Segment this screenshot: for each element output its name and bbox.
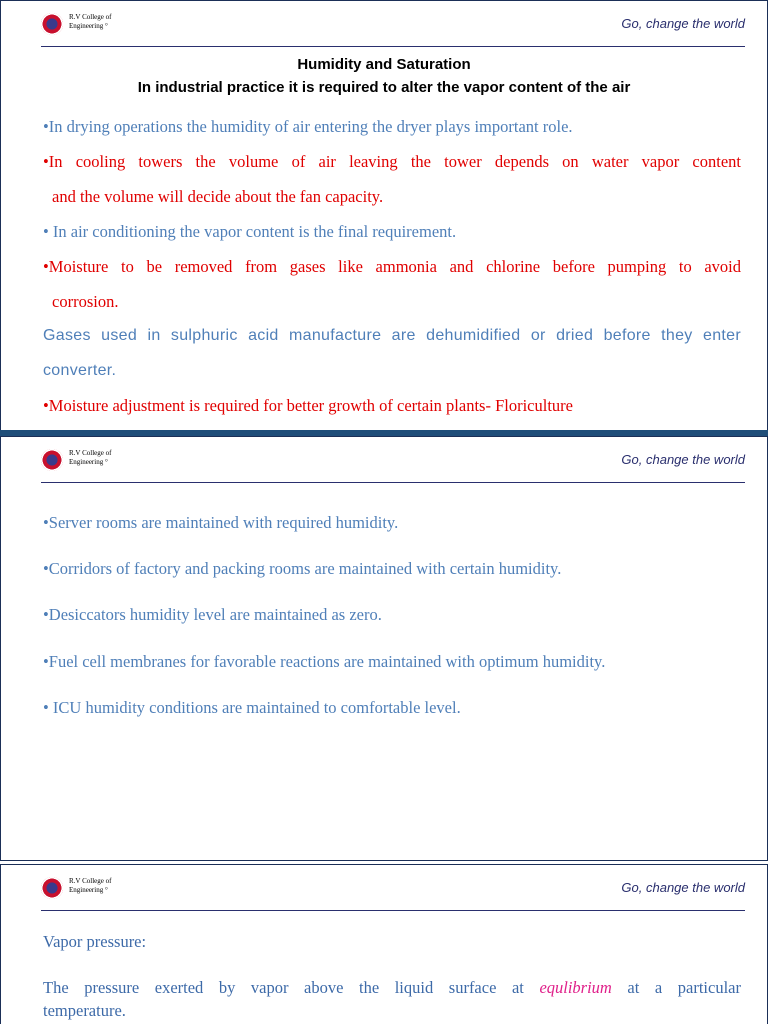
college-name: R.V College of Engineering ° bbox=[69, 13, 112, 30]
tagline: Go, change the world bbox=[621, 452, 745, 467]
bullet-floriculture: •Moisture adjustment is required for better growth of certain plants- Floriculture bbox=[43, 396, 573, 415]
definition-text: The pressure exerted by vapor above the liquid surface at bbox=[43, 978, 540, 997]
college-logo-icon bbox=[41, 449, 63, 471]
vapor-pressure-heading: Vapor pressure: bbox=[43, 932, 147, 951]
bullet-moisture-removal-line2: corrosion. bbox=[52, 292, 119, 311]
slide-header bbox=[1, 1, 767, 47]
college-name: R.V College of Engineering ° bbox=[69, 449, 112, 466]
list-item: •Desiccators humidity level are maintained as zero. bbox=[43, 605, 382, 624]
header-rule bbox=[41, 910, 745, 911]
definition-highlight: equlibrium bbox=[539, 978, 612, 997]
list-item: •Fuel cell membranes for favorable reactions are maintained with optimum humidity. bbox=[43, 652, 606, 671]
slide-header bbox=[1, 865, 767, 911]
list-item: •Server rooms are maintained with required humidity. bbox=[43, 513, 399, 532]
slide-header bbox=[1, 437, 767, 483]
bullet-cooling-towers-line1: •In cooling towers the volume of air leaving the tower depends on water vapor content bbox=[43, 152, 741, 171]
college-name: R.V College of Engineering ° bbox=[69, 877, 112, 894]
list-item: •Corridors of factory and packing rooms are maintained with certain humidity. bbox=[43, 559, 562, 578]
tagline: Go, change the world bbox=[621, 880, 745, 895]
vapor-pressure-definition-line1 bbox=[43, 977, 741, 999]
college-logo-icon bbox=[41, 13, 63, 35]
college-logo-icon bbox=[41, 877, 63, 899]
bullet-cooling-towers-line2: and the volume will decide about the fan capacity. bbox=[52, 187, 384, 206]
header-rule bbox=[41, 482, 745, 483]
slide-1 bbox=[0, 0, 768, 430]
slide-3 bbox=[0, 864, 768, 1024]
tagline: Go, change the world bbox=[621, 16, 745, 31]
slide-2 bbox=[0, 436, 768, 860]
bullet-moisture-removal-line1: •Moisture to be removed from gases like ammonia and chlorine before pumping to avoid bbox=[43, 257, 741, 276]
bullet-air-conditioning: • In air conditioning the vapor content is the final requirement. bbox=[43, 222, 457, 241]
para-sulphuric-acid-line2: converter. bbox=[43, 362, 117, 379]
slide-title: Humidity and Saturation bbox=[297, 56, 471, 73]
definition-text-end: at a particular bbox=[611, 978, 741, 997]
slide-subtitle: In industrial practice it is required to alter the vapor content of the air bbox=[137, 79, 631, 96]
bullet-drying: •In drying operations the humidity of air entering the dryer plays important role. bbox=[43, 117, 573, 136]
para-sulphuric-acid-line1: Gases used in sulphuric acid manufacture are dehumidified or dried before they enter bbox=[43, 327, 741, 344]
list-item: • ICU humidity conditions are maintained to comfortable level. bbox=[43, 698, 461, 717]
vapor-pressure-definition-line2: temperature. bbox=[43, 1001, 126, 1020]
header-rule bbox=[41, 46, 745, 47]
